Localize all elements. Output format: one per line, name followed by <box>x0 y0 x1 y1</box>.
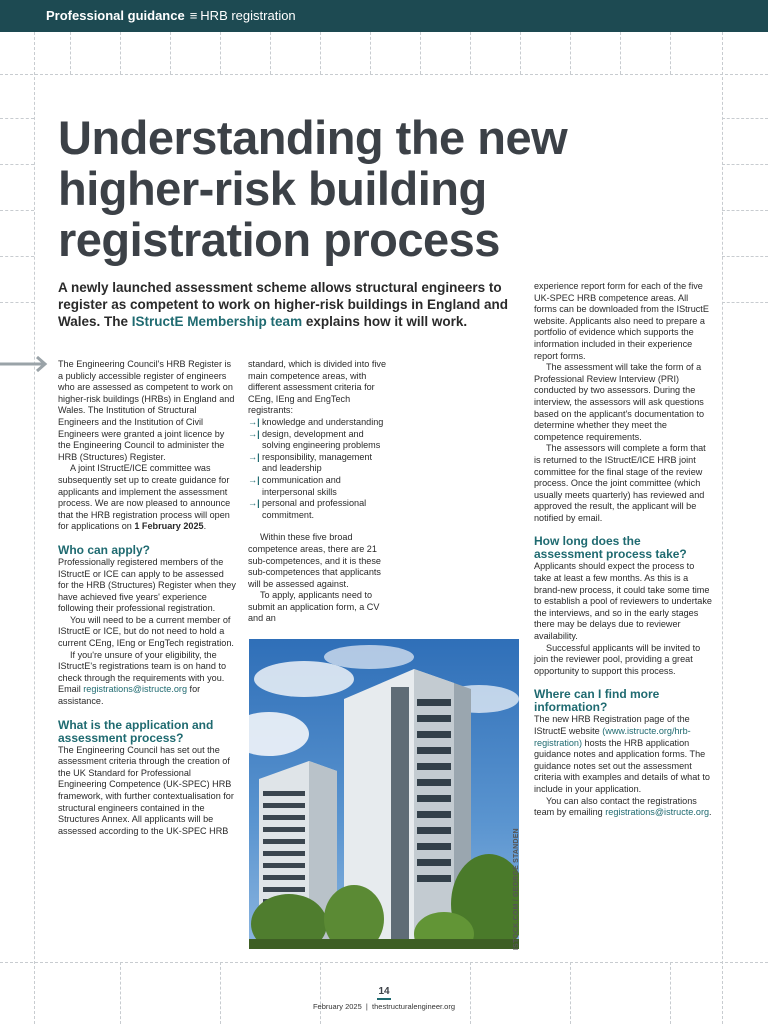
competence-list <box>248 417 388 521</box>
list-item: →| design, development and solving engineering problems <box>248 428 381 451</box>
arrow-bullet-icon: →| <box>248 428 260 439</box>
body-paragraph: standard, which is divided into five main competence areas, with different assessment criteria for CEng, IEng and EngTech registrants: <box>248 359 386 416</box>
body-paragraph: If you're unsure of your eligibility, the IStructE's registrations team is on hand to check through the requirements with you. Email registrations@istructe.org for assistance. <box>58 649 227 707</box>
list-item: →| communication and interpersonal skills <box>248 474 341 497</box>
footer-line: February 2025 | thestructuralengineer.org <box>312 1002 456 1011</box>
intro-author: IStructE Membership team <box>131 314 303 329</box>
intro-after: explains how it will work. <box>302 314 468 329</box>
body-paragraph: The new HRB Registration page of the IStructE website (www.istructe.org/hrb-registration) hosts the HRB application guidance notes and application forms. The guidance notes set out the assessment criteria with examples and details of what to include in your application. <box>534 714 710 794</box>
page-number: 14 <box>378 986 390 997</box>
body-paragraph: The Engineering Council's HRB Register is a publicly accessible register of engineers who are assessed as competent to work on higher-risk buildings (HRBs) in England and Wales. The Institution of Structural Engineers and the Institution of Civil Engineers were granted a joint licence by the Engineering Council to administer the HRB (Structures) Register. <box>58 359 235 462</box>
arrow-bullet-icon: →| <box>248 416 260 427</box>
body-paragraph: You will need to be a current member of IStructE or ICE, but do not need to hold a current CEng, IEng or EngTech registration. <box>58 614 234 649</box>
list-item: →| knowledge and understanding <box>248 416 384 427</box>
hrb-registration-link[interactable]: (www.istructe.org/hrb-registration) <box>534 726 691 748</box>
body-paragraph: A joint IStructE/ICE committee was subsequently set up to create guidance for applicants and implement the assessment process. We are now pleased to announce that the HRB registration process will open for applications on 1 February 2025. <box>58 463 231 532</box>
registrations-email-link[interactable]: registrations@istructe.org <box>605 807 710 818</box>
body-paragraph: The Engineering Council has set out the assessment criteria through the creation of the UK Standard for Professional Engineering Competence (UK-SPEC) HRB framework, with further contextualisation for structural engineers contained in the Structures Annex. All applicants will be assessed according to the UK-SPEC HRB <box>58 744 234 836</box>
body-paragraph: Successful applicants will be invited to join the reviewer pool, providing a great opportunity to support this process. <box>534 642 701 676</box>
footer-rule <box>377 998 391 1000</box>
arrow-bullet-icon: →| <box>248 498 260 509</box>
column-1 <box>58 359 236 837</box>
issue-date: February 2025 <box>312 1002 362 1011</box>
column-2 <box>248 359 388 625</box>
list-item: →| responsibility, management and leadership <box>248 451 373 474</box>
building-photo <box>249 639 519 949</box>
website: thestructuralengineer.org <box>372 1002 456 1011</box>
menu-icon: ≡ <box>189 8 198 23</box>
heading-how-long: How long does the assessment process take? <box>534 534 687 562</box>
heading-application-process: What is the application and assessment process? <box>58 717 214 745</box>
body-paragraph: The assessors will complete a form that is returned to the IStructE/ICE HRB joint committee for the final stage of the review process. Once the joint committee (which usually meets quarterly) has reviewed and approved the result, the applicant will be notified by email. <box>534 443 706 523</box>
topic-label: HRB registration <box>200 8 296 23</box>
page-footer <box>0 986 768 1012</box>
body-paragraph: You can also contact the registrations team by emailing registrations@istructe.org. <box>534 795 712 818</box>
article-title: Understanding the new higher-risk building registration process <box>58 111 568 266</box>
body-paragraph: experience report form for each of the five UK-SPEC HRB competence areas. All forms can be downloaded from the IStructE website. Applicants also need to prepare a portfolio of evidence which supports the information included in their experience report forms. <box>534 281 709 361</box>
arrow-icon <box>0 356 50 372</box>
body-paragraph: To apply, applicants need to submit an application form, a CV and an <box>248 590 380 624</box>
arrow-bullet-icon: →| <box>248 474 260 485</box>
photo-credit: ISTOCK.COM / GEORGE STANDEN <box>513 828 520 950</box>
section-label: Professional guidance <box>46 8 185 23</box>
body-paragraph: Applicants should expect the process to take at least a few months. As this is a brand-new process, it could take some time to establish a pool of reviewers to undertake the interviews, and so in the early stages there may be delays due to reviewer availability. <box>534 561 712 642</box>
heading-more-information: Where can I find more information? <box>534 687 660 715</box>
body-paragraph: Professionally registered members of the IStructE or ICE can apply to be assessed for the HRB (Structures) Register when they have achieved five years' experience following their professional registration. <box>58 556 236 614</box>
column-3 <box>534 281 712 819</box>
heading-who-can-apply: Who can apply? <box>58 542 151 557</box>
section-header <box>0 0 768 32</box>
body-paragraph: The assessment will take the form of a Professional Review Interview (PRI) conducted by two assessors. During the interview, the assessors will ask questions based on the applicant's documentation to determine whether they meet the competence requirements. <box>534 362 705 442</box>
intro-text: A newly launched assessment scheme allows structural engineers to register as competent to work on higher-risk buildings in England and Wales. The <box>58 280 509 329</box>
open-date: 1 February 2025 <box>134 521 204 532</box>
body-paragraph: Within these five broad competence areas, there are 21 sub-competences, and it is these sub-competences that applicants will be assessed against. <box>248 532 381 589</box>
list-item: →| personal and professional commitment. <box>248 498 367 520</box>
registrations-email-link[interactable]: registrations@istructe.org <box>83 684 188 695</box>
article-intro <box>58 279 516 330</box>
arrow-bullet-icon: →| <box>248 451 260 462</box>
